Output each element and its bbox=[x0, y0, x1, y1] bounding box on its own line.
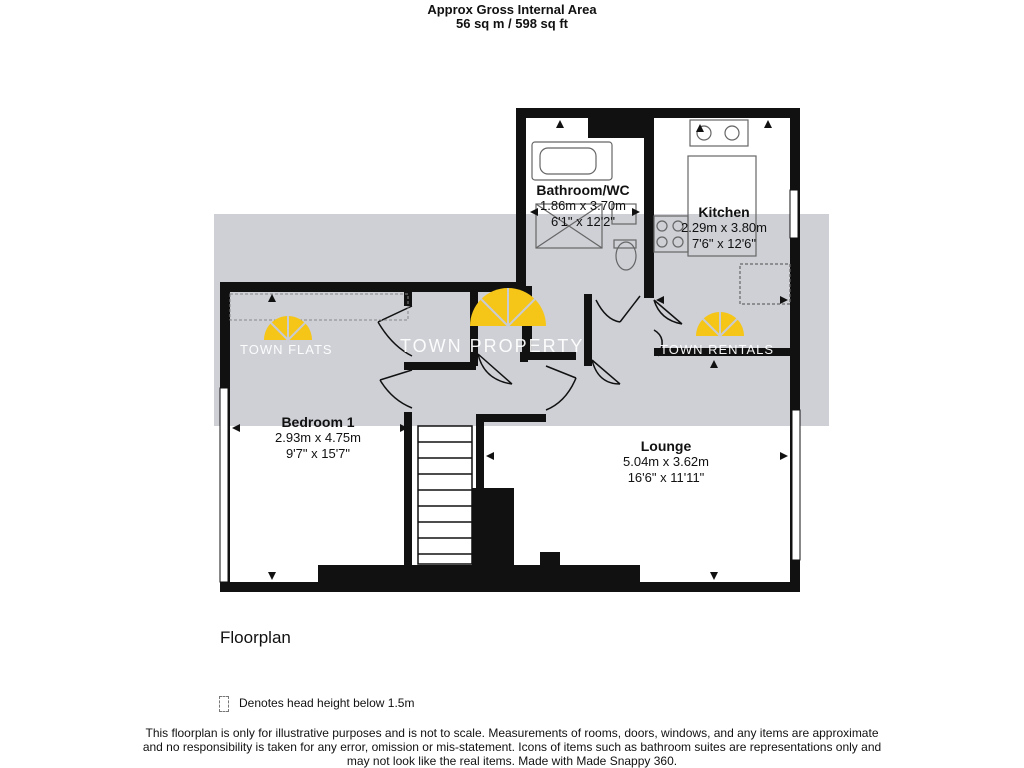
room-name: Kitchen bbox=[698, 204, 750, 220]
area-value: 56 sq m / 598 sq ft bbox=[456, 16, 568, 31]
dashed-box-icon bbox=[219, 696, 229, 712]
room-metric: 2.29m x 3.80m bbox=[681, 220, 767, 235]
watermark-town-rentals: TOWN RENTALS bbox=[660, 342, 775, 357]
room-label-bedroom-1 bbox=[252, 414, 384, 462]
room-imperial: 16'6" x 11'11" bbox=[627, 470, 705, 485]
disclaimer-line: This floorplan is only for illustrative purposes and is not to scale. Measurements of rooms, doors, windows, and any items are approximate bbox=[145, 726, 879, 740]
legend bbox=[219, 696, 414, 712]
room-metric: 5.04m x 3.62m bbox=[623, 454, 709, 469]
room-name: Lounge bbox=[640, 438, 692, 454]
room-metric: 2.93m x 4.75m bbox=[275, 430, 361, 445]
room-imperial: 7'6" x 12'6" bbox=[691, 236, 757, 251]
area-title: Approx Gross Internal Area bbox=[427, 2, 597, 17]
plan-title: Floorplan bbox=[220, 628, 291, 647]
room-imperial: 6'1" x 12'2" bbox=[550, 214, 616, 229]
disclaimer-line: may not look like the real items. Made with Made Snappy 360. bbox=[346, 754, 678, 768]
disclaimer-line: and no responsibility is taken for any error, omission or mis-statement. Icons of items such as bathroom suites are representations only and bbox=[142, 740, 882, 754]
disclaimer bbox=[120, 726, 904, 768]
room-name: Bathroom/WC bbox=[536, 182, 630, 198]
room-imperial: 9'7" x 15'7" bbox=[285, 446, 351, 461]
legend-text: Denotes head height below 1.5m bbox=[239, 696, 415, 711]
room-label-bathroom bbox=[520, 182, 646, 230]
watermark-town-property: TOWN PROPERTY bbox=[400, 336, 585, 356]
room-metric: 1.86m x 3.70m bbox=[540, 198, 626, 213]
room-name: Bedroom 1 bbox=[281, 414, 355, 430]
room-label-lounge bbox=[596, 438, 736, 486]
watermark-town-flats: TOWN FLATS bbox=[240, 342, 333, 357]
staircase bbox=[418, 426, 472, 564]
room-label-kitchen bbox=[664, 204, 784, 252]
